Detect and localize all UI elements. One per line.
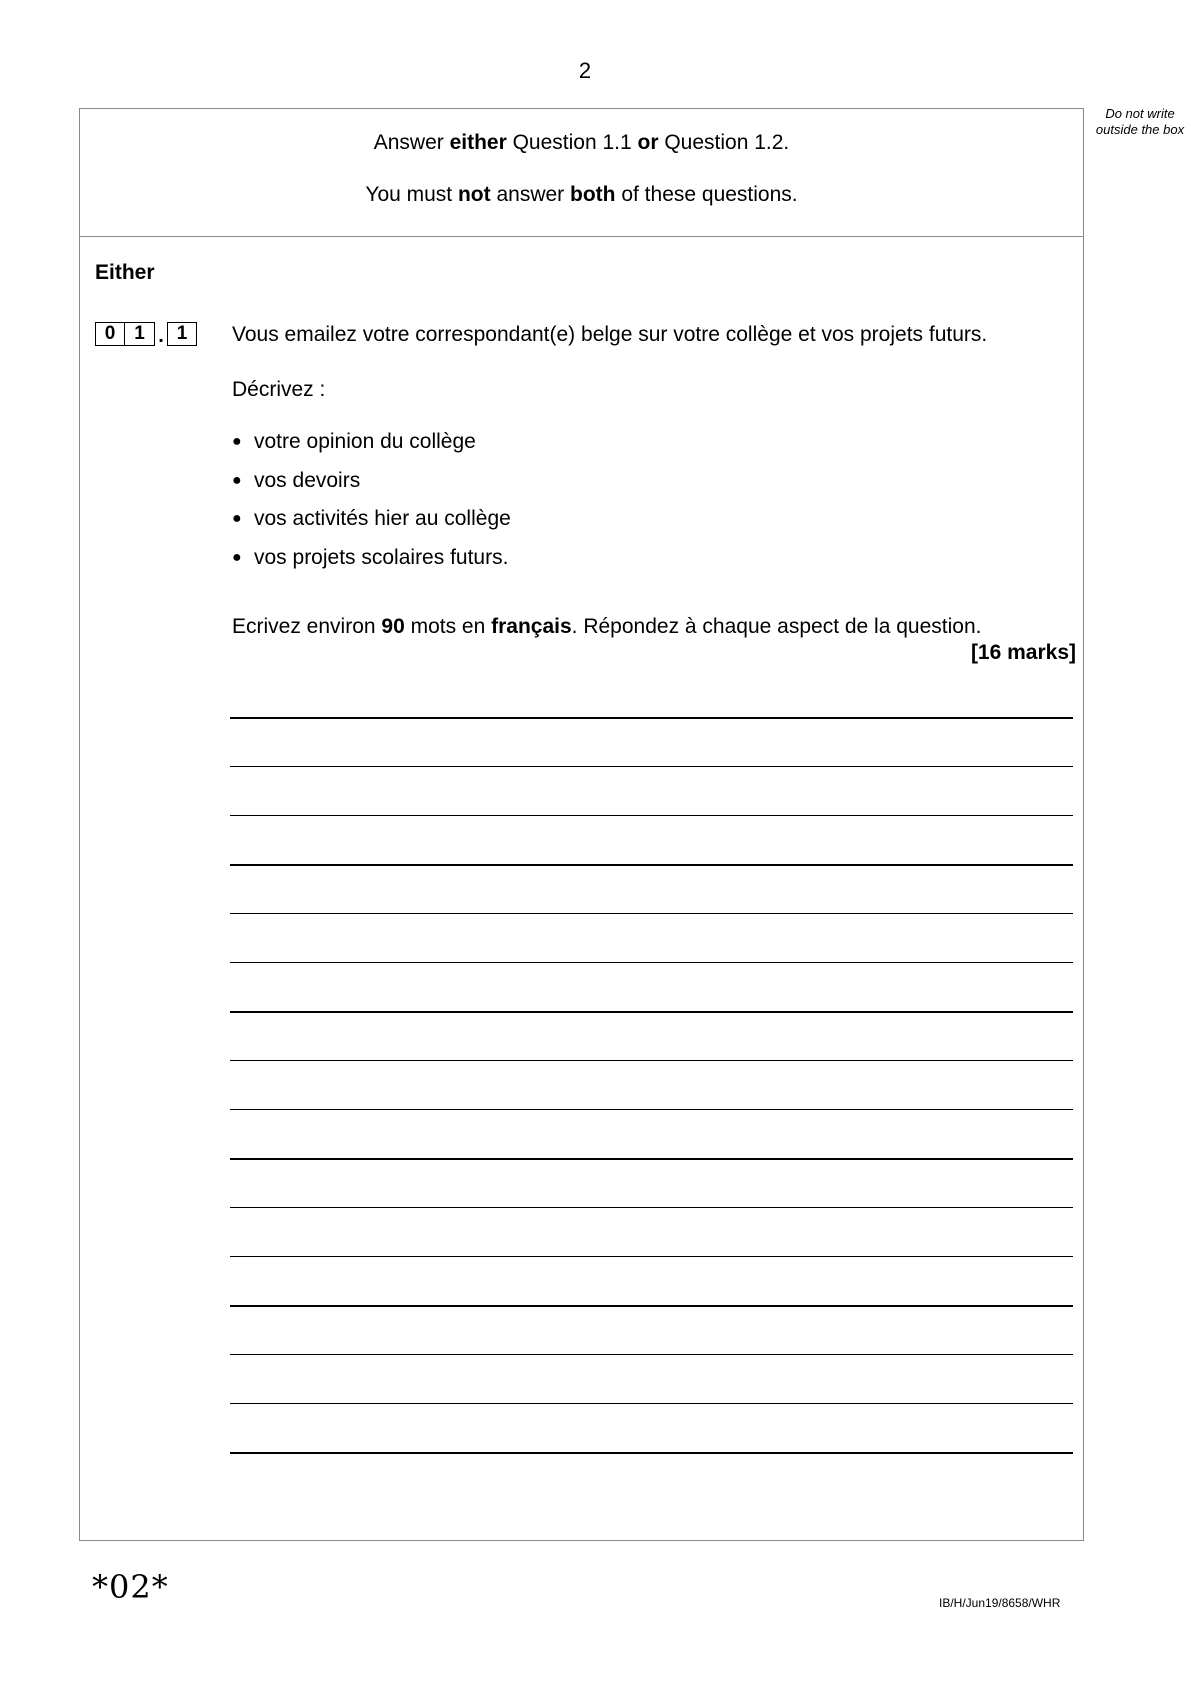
answer-line[interactable] (230, 1109, 1073, 1110)
question-number-dot: . (158, 325, 164, 347)
page-number: 2 (578, 58, 592, 83)
marks-label: [16 marks] (970, 641, 1076, 664)
answer-line[interactable] (230, 864, 1073, 866)
question-number-sub: 1 (167, 322, 197, 346)
instruction-box (80, 109, 1083, 237)
answer-line[interactable] (230, 717, 1073, 719)
footer-ref: IB/H/Jun19/8658/WHR (939, 1596, 1061, 1610)
bullet-icon: ● (232, 433, 242, 450)
question-number (95, 322, 197, 346)
answer-line[interactable] (230, 1452, 1073, 1454)
instruction-line-1: Answer either Question 1.1 or Question 1.2. (373, 131, 790, 154)
answer-line[interactable] (230, 1158, 1073, 1160)
decrivez-label: Décrivez : (232, 378, 326, 401)
answer-line[interactable] (230, 1256, 1073, 1257)
write-instruction: Ecrivez environ 90 mots en français. Répondez à chaque aspect de la question. (232, 615, 982, 638)
bullet-icon: ● (232, 471, 242, 489)
answer-line[interactable] (230, 1354, 1073, 1355)
answer-line[interactable] (230, 962, 1073, 963)
bullet-icon: ● (232, 510, 242, 527)
footer-code: *02* (92, 1568, 169, 1606)
answer-line[interactable] (230, 815, 1073, 816)
answer-line[interactable] (230, 766, 1073, 767)
bullet-list (232, 423, 511, 577)
bullet-item: ● vos devoirs (232, 462, 511, 501)
answer-frame (79, 108, 1084, 1541)
margin-note: Do not write outside the box (1095, 106, 1185, 137)
either-label: Either (95, 261, 155, 284)
answer-line[interactable] (230, 1305, 1073, 1307)
question-prompt: Vous emailez votre correspondant(e) belge sur votre collège et vos projets futurs. (232, 323, 988, 346)
answer-line[interactable] (230, 1207, 1073, 1208)
instruction-line-2: You must not answer both of these questions. (365, 183, 798, 206)
answer-line[interactable] (230, 1060, 1073, 1061)
bullet-icon: ● (232, 548, 242, 566)
bullet-item: ● vos projets scolaires futurs. (232, 539, 511, 578)
answer-line[interactable] (230, 1403, 1073, 1404)
answer-line[interactable] (230, 913, 1073, 914)
answer-line[interactable] (230, 1011, 1073, 1013)
bullet-item: ● vos activités hier au collège (232, 500, 511, 539)
question-number-digit: 1 (125, 322, 155, 346)
question-number-digit: 0 (95, 322, 125, 346)
bullet-item: ● votre opinion du collège (232, 423, 511, 462)
